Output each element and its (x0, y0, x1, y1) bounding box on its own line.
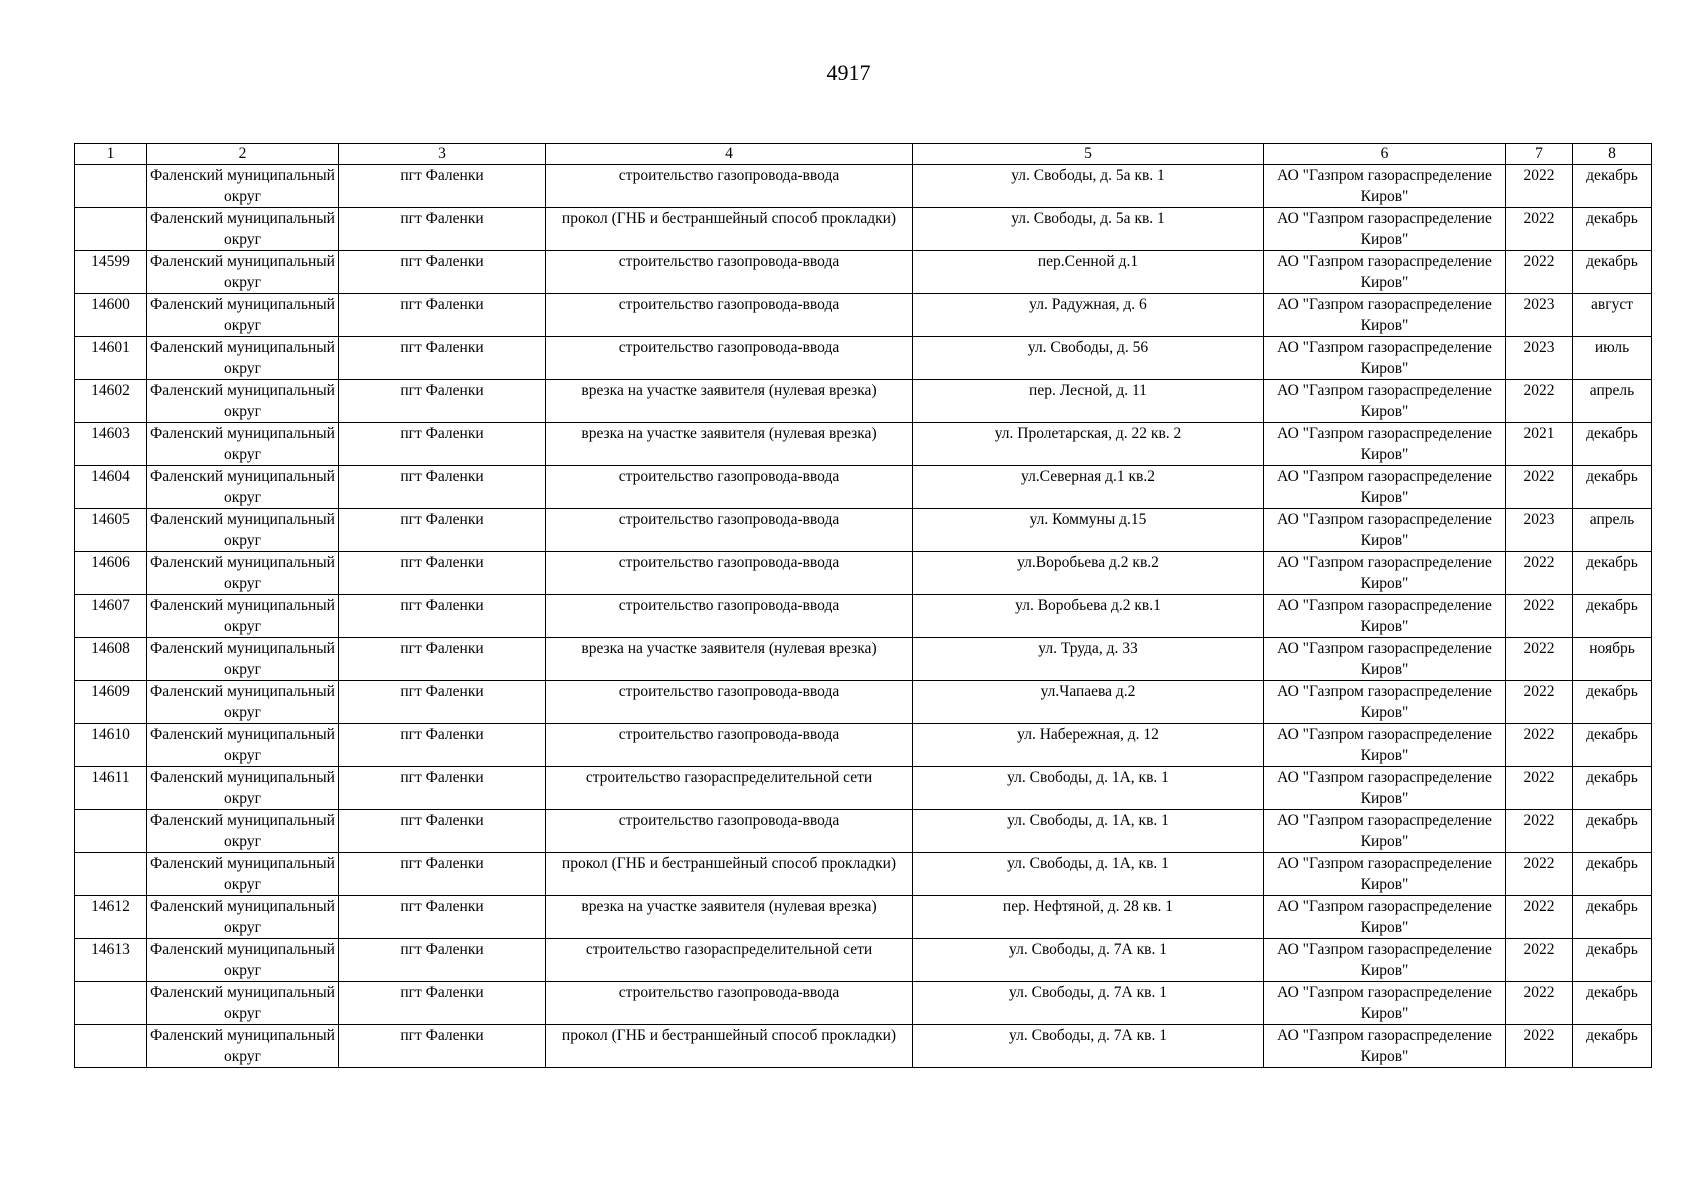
organization-cell: АО "Газпром газораспределение Киров" (1264, 509, 1506, 552)
row-number-cell (75, 810, 147, 853)
address-cell: ул. Свободы, д. 56 (913, 337, 1264, 380)
district-cell: Фаленский муниципальный округ (147, 724, 339, 767)
settlement-cell: пгт Фаленки (339, 767, 546, 810)
work-type-cell: врезка на участке заявителя (нулевая врезка) (546, 423, 913, 466)
column-header-4: 4 (546, 144, 913, 165)
district-cell: Фаленский муниципальный округ (147, 337, 339, 380)
settlement-cell: пгт Фаленки (339, 337, 546, 380)
year-cell: 2022 (1506, 724, 1573, 767)
address-cell: ул.Воробьева д.2 кв.2 (913, 552, 1264, 595)
settlement-cell: пгт Фаленки (339, 552, 546, 595)
table-row (75, 165, 1652, 208)
year-cell: 2022 (1506, 466, 1573, 509)
month-cell: декабрь (1573, 896, 1652, 939)
organization-cell: АО "Газпром газораспределение Киров" (1264, 380, 1506, 423)
month-cell: декабрь (1573, 681, 1652, 724)
year-cell: 2022 (1506, 251, 1573, 294)
work-type-cell: строительство газопровода-ввода (546, 509, 913, 552)
column-header-5: 5 (913, 144, 1264, 165)
month-cell: декабрь (1573, 1025, 1652, 1068)
organization-cell: АО "Газпром газораспределение Киров" (1264, 939, 1506, 982)
address-cell: пер. Нефтяной, д. 28 кв. 1 (913, 896, 1264, 939)
work-type-cell: строительство газораспределительной сети (546, 767, 913, 810)
district-cell: Фаленский муниципальный округ (147, 638, 339, 681)
year-cell: 2022 (1506, 681, 1573, 724)
address-cell: ул. Свободы, д. 5а кв. 1 (913, 208, 1264, 251)
organization-cell: АО "Газпром газораспределение Киров" (1264, 853, 1506, 896)
month-cell: декабрь (1573, 552, 1652, 595)
table-row (75, 939, 1652, 982)
month-cell: декабрь (1573, 939, 1652, 982)
year-cell: 2022 (1506, 767, 1573, 810)
address-cell: ул. Свободы, д. 7А кв. 1 (913, 1025, 1264, 1068)
work-type-cell: прокол (ГНБ и бестраншейный способ прокладки) (546, 853, 913, 896)
work-type-cell: прокол (ГНБ и бестраншейный способ прокладки) (546, 1025, 913, 1068)
district-cell: Фаленский муниципальный округ (147, 595, 339, 638)
settlement-cell: пгт Фаленки (339, 165, 546, 208)
row-number-cell (75, 982, 147, 1025)
organization-cell: АО "Газпром газораспределение Киров" (1264, 208, 1506, 251)
table-row (75, 294, 1652, 337)
district-cell: Фаленский муниципальный округ (147, 810, 339, 853)
work-type-cell: врезка на участке заявителя (нулевая врезка) (546, 380, 913, 423)
table-row (75, 423, 1652, 466)
month-cell: август (1573, 294, 1652, 337)
row-number-cell: 14603 (75, 423, 147, 466)
organization-cell: АО "Газпром газораспределение Киров" (1264, 595, 1506, 638)
year-cell: 2022 (1506, 896, 1573, 939)
year-cell: 2022 (1506, 853, 1573, 896)
district-cell: Фаленский муниципальный округ (147, 939, 339, 982)
row-number-cell (75, 165, 147, 208)
month-cell: декабрь (1573, 466, 1652, 509)
address-cell: ул. Пролетарская, д. 22 кв. 2 (913, 423, 1264, 466)
work-type-cell: строительство газопровода-ввода (546, 595, 913, 638)
row-number-cell: 14600 (75, 294, 147, 337)
address-cell: ул. Труда, д. 33 (913, 638, 1264, 681)
table-row (75, 896, 1652, 939)
table-row (75, 466, 1652, 509)
organization-cell: АО "Газпром газораспределение Киров" (1264, 423, 1506, 466)
work-type-cell: строительство газопровода-ввода (546, 251, 913, 294)
work-type-cell: строительство газопровода-ввода (546, 165, 913, 208)
row-number-cell: 14601 (75, 337, 147, 380)
column-header-2: 2 (147, 144, 339, 165)
district-cell: Фаленский муниципальный округ (147, 165, 339, 208)
year-cell: 2022 (1506, 552, 1573, 595)
settlement-cell: пгт Фаленки (339, 853, 546, 896)
year-cell: 2023 (1506, 294, 1573, 337)
column-header-7: 7 (1506, 144, 1573, 165)
address-cell: ул. Свободы, д. 7А кв. 1 (913, 982, 1264, 1025)
table-row (75, 810, 1652, 853)
month-cell: апрель (1573, 380, 1652, 423)
settlement-cell: пгт Фаленки (339, 294, 546, 337)
month-cell: декабрь (1573, 982, 1652, 1025)
district-cell: Фаленский муниципальный округ (147, 853, 339, 896)
district-cell: Фаленский муниципальный округ (147, 552, 339, 595)
district-cell: Фаленский муниципальный округ (147, 466, 339, 509)
work-type-cell: строительство газопровода-ввода (546, 337, 913, 380)
district-cell: Фаленский муниципальный округ (147, 982, 339, 1025)
row-number-cell: 14611 (75, 767, 147, 810)
year-cell: 2022 (1506, 165, 1573, 208)
organization-cell: АО "Газпром газораспределение Киров" (1264, 638, 1506, 681)
work-type-cell: врезка на участке заявителя (нулевая врезка) (546, 638, 913, 681)
organization-cell: АО "Газпром газораспределение Киров" (1264, 724, 1506, 767)
row-number-cell: 14612 (75, 896, 147, 939)
district-cell: Фаленский муниципальный округ (147, 681, 339, 724)
work-type-cell: строительство газораспределительной сети (546, 939, 913, 982)
district-cell: Фаленский муниципальный округ (147, 1025, 339, 1068)
settlement-cell: пгт Фаленки (339, 982, 546, 1025)
work-type-cell: строительство газопровода-ввода (546, 294, 913, 337)
organization-cell: АО "Газпром газораспределение Киров" (1264, 982, 1506, 1025)
district-cell: Фаленский муниципальный округ (147, 896, 339, 939)
column-header-8: 8 (1573, 144, 1652, 165)
work-type-cell: строительство газопровода-ввода (546, 552, 913, 595)
settlement-cell: пгт Фаленки (339, 724, 546, 767)
table-row (75, 337, 1652, 380)
table-row (75, 724, 1652, 767)
row-number-cell (75, 853, 147, 896)
year-cell: 2022 (1506, 810, 1573, 853)
settlement-cell: пгт Фаленки (339, 810, 546, 853)
organization-cell: АО "Газпром газораспределение Киров" (1264, 810, 1506, 853)
year-cell: 2022 (1506, 939, 1573, 982)
settlement-cell: пгт Фаленки (339, 208, 546, 251)
work-type-cell: строительство газопровода-ввода (546, 466, 913, 509)
table-row (75, 208, 1652, 251)
address-cell: ул.Чапаева д.2 (913, 681, 1264, 724)
table-row (75, 982, 1652, 1025)
address-cell: ул. Свободы, д. 7А кв. 1 (913, 939, 1264, 982)
organization-cell: АО "Газпром газораспределение Киров" (1264, 466, 1506, 509)
address-cell: ул. Радужная, д. 6 (913, 294, 1264, 337)
district-cell: Фаленский муниципальный округ (147, 380, 339, 423)
organization-cell: АО "Газпром газораспределение Киров" (1264, 552, 1506, 595)
address-cell: ул. Коммуны д.15 (913, 509, 1264, 552)
work-type-cell: строительство газопровода-ввода (546, 724, 913, 767)
row-number-cell: 14613 (75, 939, 147, 982)
organization-cell: АО "Газпром газораспределение Киров" (1264, 681, 1506, 724)
table-row (75, 380, 1652, 423)
district-cell: Фаленский муниципальный округ (147, 767, 339, 810)
month-cell: декабрь (1573, 251, 1652, 294)
gasification-register-table (74, 143, 1652, 1068)
row-number-cell (75, 1025, 147, 1068)
district-cell: Фаленский муниципальный округ (147, 208, 339, 251)
work-type-cell: строительство газопровода-ввода (546, 810, 913, 853)
year-cell: 2022 (1506, 208, 1573, 251)
work-type-cell: строительство газопровода-ввода (546, 982, 913, 1025)
organization-cell: АО "Газпром газораспределение Киров" (1264, 1025, 1506, 1068)
row-number-cell: 14609 (75, 681, 147, 724)
district-cell: Фаленский муниципальный округ (147, 423, 339, 466)
year-cell: 2021 (1506, 423, 1573, 466)
month-cell: декабрь (1573, 724, 1652, 767)
row-number-cell: 14608 (75, 638, 147, 681)
address-cell: пер. Лесной, д. 11 (913, 380, 1264, 423)
district-cell: Фаленский муниципальный округ (147, 509, 339, 552)
month-cell: декабрь (1573, 208, 1652, 251)
settlement-cell: пгт Фаленки (339, 1025, 546, 1068)
page-number: 4917 (826, 60, 871, 85)
row-number-cell: 14604 (75, 466, 147, 509)
settlement-cell: пгт Фаленки (339, 251, 546, 294)
address-cell: ул. Свободы, д. 5а кв. 1 (913, 165, 1264, 208)
organization-cell: АО "Газпром газораспределение Киров" (1264, 294, 1506, 337)
table-row (75, 509, 1652, 552)
table-body (75, 165, 1652, 1068)
month-cell: апрель (1573, 509, 1652, 552)
organization-cell: АО "Газпром газораспределение Киров" (1264, 767, 1506, 810)
table-row (75, 251, 1652, 294)
district-cell: Фаленский муниципальный округ (147, 251, 339, 294)
settlement-cell: пгт Фаленки (339, 681, 546, 724)
month-cell: ноябрь (1573, 638, 1652, 681)
settlement-cell: пгт Фаленки (339, 896, 546, 939)
table-row (75, 595, 1652, 638)
month-cell: декабрь (1573, 810, 1652, 853)
header-row (75, 144, 1652, 165)
settlement-cell: пгт Фаленки (339, 509, 546, 552)
row-number-cell: 14599 (75, 251, 147, 294)
column-header-6: 6 (1264, 144, 1506, 165)
row-number-cell: 14610 (75, 724, 147, 767)
month-cell: декабрь (1573, 165, 1652, 208)
table-row (75, 638, 1652, 681)
organization-cell: АО "Газпром газораспределение Киров" (1264, 337, 1506, 380)
year-cell: 2023 (1506, 337, 1573, 380)
organization-cell: АО "Газпром газораспределение Киров" (1264, 165, 1506, 208)
month-cell: июль (1573, 337, 1652, 380)
address-cell: пер.Сенной д.1 (913, 251, 1264, 294)
work-type-cell: строительство газопровода-ввода (546, 681, 913, 724)
column-header-1: 1 (75, 144, 147, 165)
settlement-cell: пгт Фаленки (339, 423, 546, 466)
district-cell: Фаленский муниципальный округ (147, 294, 339, 337)
table-row (75, 767, 1652, 810)
work-type-cell: прокол (ГНБ и бестраншейный способ прокладки) (546, 208, 913, 251)
work-type-cell: врезка на участке заявителя (нулевая врезка) (546, 896, 913, 939)
row-number-cell: 14606 (75, 552, 147, 595)
month-cell: декабрь (1573, 595, 1652, 638)
table-row (75, 853, 1652, 896)
table-row (75, 1025, 1652, 1068)
address-cell: ул. Набережная, д. 12 (913, 724, 1264, 767)
settlement-cell: пгт Фаленки (339, 380, 546, 423)
address-cell: ул. Свободы, д. 1А, кв. 1 (913, 767, 1264, 810)
table-row (75, 681, 1652, 724)
year-cell: 2023 (1506, 509, 1573, 552)
month-cell: декабрь (1573, 853, 1652, 896)
organization-cell: АО "Газпром газораспределение Киров" (1264, 251, 1506, 294)
table-row (75, 552, 1652, 595)
address-cell: ул. Свободы, д. 1А, кв. 1 (913, 853, 1264, 896)
month-cell: декабрь (1573, 767, 1652, 810)
row-number-cell (75, 208, 147, 251)
year-cell: 2022 (1506, 982, 1573, 1025)
address-cell: ул. Воробьева д.2 кв.1 (913, 595, 1264, 638)
row-number-cell: 14605 (75, 509, 147, 552)
address-cell: ул. Свободы, д. 1А, кв. 1 (913, 810, 1264, 853)
year-cell: 2022 (1506, 638, 1573, 681)
settlement-cell: пгт Фаленки (339, 466, 546, 509)
year-cell: 2022 (1506, 1025, 1573, 1068)
organization-cell: АО "Газпром газораспределение Киров" (1264, 896, 1506, 939)
month-cell: декабрь (1573, 423, 1652, 466)
row-number-cell: 14607 (75, 595, 147, 638)
address-cell: ул.Северная д.1 кв.2 (913, 466, 1264, 509)
table-header (75, 144, 1652, 165)
year-cell: 2022 (1506, 380, 1573, 423)
column-header-3: 3 (339, 144, 546, 165)
settlement-cell: пгт Фаленки (339, 595, 546, 638)
settlement-cell: пгт Фаленки (339, 638, 546, 681)
row-number-cell: 14602 (75, 380, 147, 423)
year-cell: 2022 (1506, 595, 1573, 638)
settlement-cell: пгт Фаленки (339, 939, 546, 982)
